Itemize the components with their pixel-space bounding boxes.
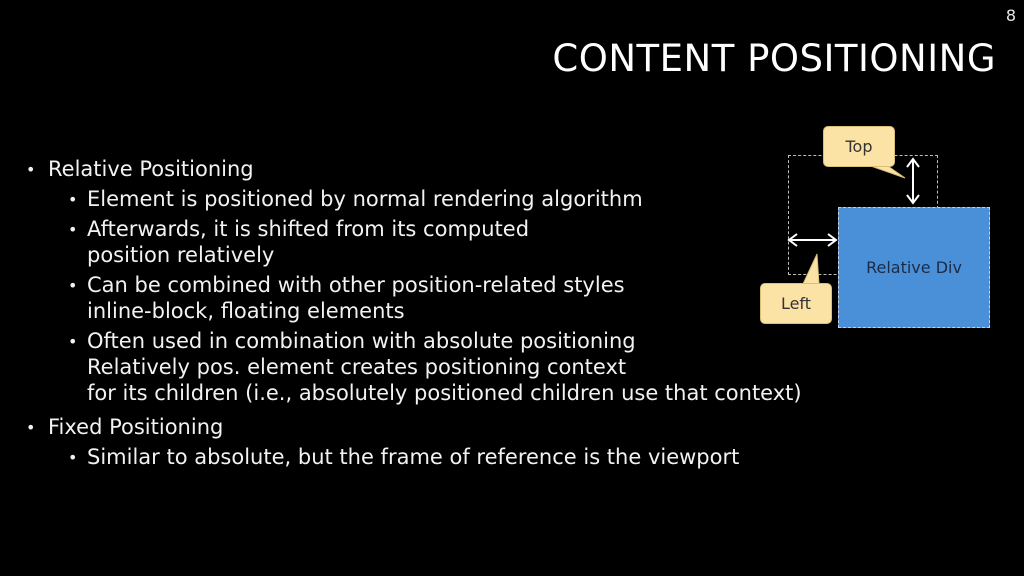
- sub-bullet-line: for its children (i.e., absolutely positioned children use that context): [87, 381, 802, 405]
- sub-bullet-line: Similar to absolute, but the frame of reference is the viewport: [87, 445, 740, 469]
- bullet-dot-icon: •: [68, 220, 78, 239]
- bullet-dot-icon: •: [68, 332, 78, 351]
- sub-bullet-line: Element is positioned by normal rendering algorithm: [87, 187, 643, 211]
- left-callout: [760, 283, 832, 324]
- left-callout-label: Left: [780, 294, 812, 313]
- bullet-text: Fixed Positioning: [48, 415, 224, 439]
- page-number: 8: [1005, 6, 1016, 25]
- bullet-item: [26, 415, 802, 470]
- sub-bullet-line: Can be combined with other position-related styles: [87, 273, 625, 297]
- bullet-dot-icon: •: [68, 190, 78, 209]
- sub-bullet-line: Afterwards, it is shifted from its computed: [87, 217, 530, 241]
- bullet-dot-icon: •: [26, 160, 36, 179]
- sub-bullet-item: [48, 329, 802, 406]
- bullet-dot-icon: •: [68, 276, 78, 295]
- top-callout: [823, 126, 895, 167]
- left-callout-pointer: [803, 254, 819, 284]
- sub-bullet-item: [48, 273, 802, 324]
- sub-bullet-item: [48, 217, 802, 268]
- relative-positioning-diagram: [755, 120, 995, 335]
- bullet-text: Relative Positioning: [48, 157, 254, 181]
- top-offset-arrow-icon: [907, 159, 919, 203]
- left-offset-arrow-icon: [789, 234, 836, 246]
- sub-bullet-line: inline-block, floating elements: [87, 299, 405, 323]
- top-callout-label: Top: [845, 137, 873, 156]
- bullet-dot-icon: •: [26, 418, 36, 437]
- sub-bullet-line: Often used in combination with absolute positioning: [87, 329, 636, 353]
- sub-bullet-line: Relatively pos. element creates positioning context: [87, 355, 627, 379]
- bullet-item: [26, 157, 802, 406]
- relative-div-label: Relative Div: [866, 258, 962, 277]
- bullet-list: [26, 157, 802, 476]
- sub-bullet-item: [48, 187, 802, 212]
- bullet-dot-icon: •: [68, 448, 78, 467]
- slide-title: CONTENT POSITIONING: [552, 37, 996, 80]
- sub-bullet-item: [48, 445, 802, 470]
- sub-bullet-line: position relatively: [87, 243, 275, 267]
